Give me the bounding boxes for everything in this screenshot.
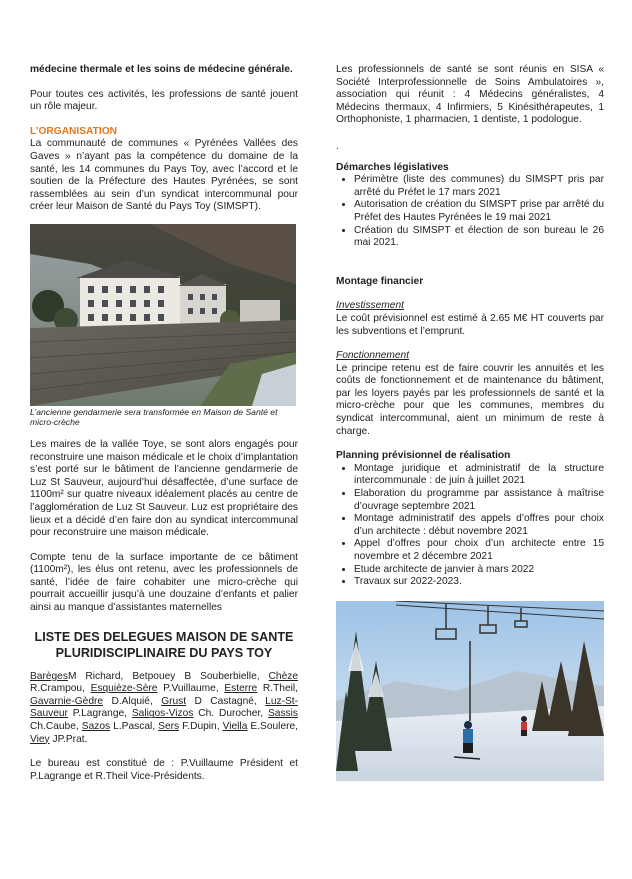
- commune-esterre: Esterre: [224, 683, 258, 695]
- list-item: • Etude architecte de janvier à mars 2022: [354, 564, 604, 577]
- photo-caption: L’ancienne gendarmerie sera transformée en Maison de Santé et micro-crèche: [30, 406, 278, 427]
- paragraph-mayors: Les maires de la vallée Toye, se sont alors engagés pour reconstruire une maison médicale et le choix d’implantation s’est porté sur le bâtiment de l’ancienne gendarmerie de Luz St Sauveur, aujourd’hui désaffectée, d’une surface de 1100m² sur quatre niveaux idéalement placés au centre de l’agglomération de Luz St Sauveur. Luz est propriétaire des lieux et a décidé d’en faire don au syndicat intercommunal pour reconstruire une maison médicale.: [30, 438, 298, 539]
- list-item: • Montage juridique et administratif de la structure intercommunale : de juin à juillet 2021: [354, 463, 604, 488]
- commune-viey: Viey: [30, 733, 50, 745]
- section-heading-legal: Démarches législatives: [336, 161, 449, 173]
- paragraph-sisa: Les professionnels de santé se sont réunis en SISA « Société Interprofessionnelle de Soins Ambulatoires », association qui réunit : 4 Médecins généralistes, 4 Médecins thermaux, 4 Infirmiers, 5 Kinésithérapeutes, 1 Orthophoniste, 1 pharmacien, 1 dentiste, 1 podologue.: [336, 64, 604, 126]
- left-column: [30, 64, 298, 783]
- commune-gavarnie-gedre: Gavarnie-Gèdre: [30, 695, 104, 707]
- commune-sers: Sers: [158, 721, 180, 733]
- section-heading-organisation: L’ORGANISATION: [30, 125, 117, 137]
- paragraph-activities: Pour toutes ces activités, les professions de santé jouent un rôle majeur.: [30, 88, 298, 113]
- paragraph-intro: médecine thermale et les soins de médecine générale.: [30, 64, 293, 75]
- list-item: • Montage administratif des appels d’offres pour choix d’un architecte : début novembre 2021: [354, 513, 604, 538]
- commune-luz-st-sauveur: Luz-St-Sauveur: [30, 695, 298, 720]
- list-item: • Création du SIMSPT et élection de son bureau le 26 mai 2021.: [354, 225, 604, 250]
- paragraph-operation: Le principe retenu est de faire couvrir les annuités et les coûts de fonctionnement et de maintenance du bâtiment, par les loyers payés par les professionnels de santé et la micro-crèche pour que les communes, membres du syndicat intercommunal, aient un minimum de reste à charge.: [336, 362, 604, 437]
- section-heading-finance: Montage financier: [336, 275, 424, 287]
- paragraph-micro-creche: Compte tenu de la surface importante de ce bâtiment (1100m²), les élus ont retenu, avec les professionnels de santé, l’idée de faire cohabiter une micro-crèche qui pourrait accueillir jusqu’à une douzaine d’enfants et palier ainsi au manque d’assistantes maternelles: [30, 551, 298, 614]
- delegates-title: LISTE DES DELEGUES MAISON DE SANTE PLURIDISCIPLINAIRE DU PAYS TOY: [34, 629, 294, 660]
- paragraph-organisation: La communauté de communes « Pyrénées Vallées des Gaves » n’ayant pas la compétence du domaine de la santé, les 14 communes du Pays Toy, avec l’accord et le soutien de la Préfecture des Hautes Pyrénées, se sont rassemblées au sein d’un syndicat intercommunal pour créer leur Maison de Santé du Pays Toy (SIMSPT).: [30, 138, 298, 213]
- list-item: • Périmètre (liste des communes) du SIMSPT pris par arrêté du Préfet le 17 mars 2021: [354, 174, 604, 199]
- list-item: • Elaboration du programme par assistance à maîtrise d’ouvrage septembre 2021: [354, 488, 604, 513]
- paragraph-bureau: Le bureau est constitué de : P.Vuillaume Président et P.Lagrange et R.Theil Vice-Présidents.: [30, 758, 298, 782]
- gendarmerie-photo: [30, 224, 296, 406]
- commune-cheze: Chèze: [268, 670, 298, 682]
- list-item: • Travaux sur 2022-2023.: [354, 576, 604, 589]
- legal-list: [336, 174, 604, 250]
- list-item: • Autorisation de création du SIMSPT prise par arrêté du Préfet des Hautes Pyrénées le 19 mai 2021: [354, 199, 604, 224]
- stray-dot: .: [336, 140, 339, 152]
- subheading-investment: Investissement: [336, 300, 404, 312]
- paragraph-investment: Le coût prévisionnel est estimé à 2.65 M€ HT couverts par les subventions et l’emprunt.: [336, 312, 604, 337]
- commune-sazos: Sazos: [81, 721, 111, 733]
- list-item: • Appel d’offres pour choix d’un architecte entre 15 novembre et 2 décembre 2021: [354, 538, 604, 563]
- commune-esquieze-sere: Esquièze-Sère: [90, 683, 158, 695]
- section-heading-planning: Planning prévisionnel de réalisation: [336, 450, 511, 462]
- commune-bareges: Barèges: [30, 670, 68, 682]
- subheading-operation: Fonctionnement: [336, 350, 410, 362]
- delegates-list: BarègesM Richard, Betpouey B Souberbielle, Chèze R.Crampou, Esquièze-Sère P.Vuillaume, Esterre R.Theil, Gavarnie-Gèdre D.Alquié, Grust D Castagné, Luz-St-Sauveur P.Lagrange, Saligos-Vizos Ch. Durocher, Sassis Ch.Caube, Sazos L.Pascal, Sers F.Dupin, Viella E.Soulere, Viey JP.Prat.: [30, 670, 298, 745]
- commune-grust: Grust: [161, 695, 187, 707]
- ski-slope-photo: [336, 601, 604, 781]
- right-column: [336, 64, 604, 781]
- commune-viella: Viella: [222, 721, 248, 733]
- planning-list: [336, 463, 604, 589]
- commune-saligos-vizos: Saligos-Vizos: [131, 708, 194, 720]
- commune-sassis: Sassis: [267, 708, 298, 720]
